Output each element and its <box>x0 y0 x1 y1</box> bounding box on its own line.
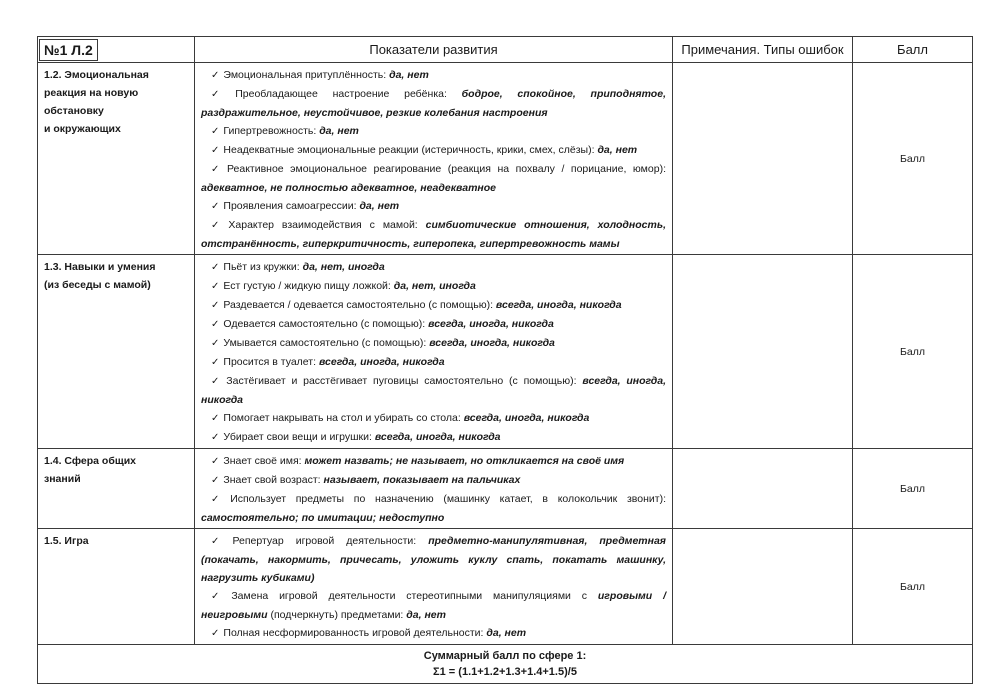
indicator-options: да, нет <box>597 144 638 156</box>
indicator-item <box>201 428 666 447</box>
indicator-options: всегда, иногда, никогда <box>428 318 554 330</box>
notes-cell[interactable] <box>673 255 853 449</box>
indicator-text: (подчеркнуть) предметами: <box>267 609 407 621</box>
indicator-item <box>201 372 666 409</box>
checkmark-icon: ✓ <box>211 89 232 100</box>
notes-header: Примечания. Типы ошибок <box>673 37 853 63</box>
table-header-row <box>38 37 973 63</box>
indicator-item <box>201 532 666 587</box>
indicator-text: Одевается самостоятельно (с помощью): <box>223 318 429 330</box>
indicator-options: всегда, иногда, никогда <box>495 299 622 311</box>
indicators-cell <box>195 63 673 255</box>
indicator-item <box>201 334 666 353</box>
indicator-item <box>201 216 666 253</box>
section-row <box>38 529 973 645</box>
checkmark-icon: ✓ <box>211 376 223 387</box>
summary-title: Суммарный балл по сфере 1: <box>423 650 587 662</box>
indicator-options: всегда, иногда, никогда <box>374 431 501 443</box>
assessment-sheet <box>37 36 972 684</box>
indicator-text: Преобладающее настроение ребёнка: <box>235 88 462 100</box>
indicators-cell <box>195 449 673 529</box>
checkmark-icon: ✓ <box>211 456 220 467</box>
indicator-options: адекватное, не полностью адекватное, неадекватное <box>201 182 496 194</box>
indicator-item <box>201 409 666 428</box>
indicator-item <box>201 122 666 141</box>
indicator-text: Реактивное эмоциональное реагирование (реакция на похвалу / порицание, юмор): <box>226 163 666 175</box>
checkmark-icon: ✓ <box>211 262 220 273</box>
indicator-options: да, нет <box>389 69 429 81</box>
indicator-text: Замена игровой деятельности стереотипными манипуляциями с <box>231 590 598 602</box>
score-cell[interactable]: Балл <box>853 449 973 529</box>
indicator-item <box>201 490 666 527</box>
checkmark-icon: ✓ <box>211 164 223 175</box>
section-row <box>38 449 973 529</box>
checkmark-icon: ✓ <box>211 338 220 349</box>
indicator-options: всегда, иногда, никогда <box>318 356 445 368</box>
section-row <box>38 63 973 255</box>
checkmark-icon: ✓ <box>211 126 220 137</box>
indicator-text: Раздевается / одевается самостоятельно (с помощью): <box>223 299 496 311</box>
summary-formula: Σ1 = (1.1+1.2+1.3+1.4+1.5)/5 <box>433 666 577 678</box>
checkmark-icon: ✓ <box>211 145 220 156</box>
indicator-options: всегда, иногда, никогда <box>201 375 666 406</box>
indicator-options: да, нет <box>359 200 400 212</box>
indicator-item <box>201 471 666 490</box>
checkmark-icon: ✓ <box>211 591 228 602</box>
checkmark-icon: ✓ <box>211 432 220 443</box>
indicator-options: бодрое, спокойное, приподнятое, раздражительное, неустойчивое, резкие колебания настроения <box>201 88 666 119</box>
indicator-text: Проявления самоагрессии: <box>223 200 360 212</box>
summary-cell <box>38 645 973 684</box>
checkmark-icon: ✓ <box>211 413 220 424</box>
indicator-text: Ест густую / жидкую пищу ложкой: <box>223 280 394 292</box>
indicator-options: да, нет, иногда <box>393 280 476 292</box>
checkmark-icon: ✓ <box>211 628 220 639</box>
indicator-text: Застёгивает и расстёгивает пуговицы самостоятельно (с помощью): <box>226 375 583 387</box>
indicator-options: предметно-манипулятивная, предметная (покачать, накормить, причесать, уложить куклу спать, покатать машинку, нагрузить кубиками) <box>201 535 666 584</box>
assessment-table <box>37 36 973 684</box>
notes-cell[interactable] <box>673 449 853 529</box>
indicator-item <box>201 160 666 197</box>
summary-row <box>38 645 973 684</box>
indicator-item <box>201 277 666 296</box>
indicator-text: Полная несформированность игровой деятельности: <box>223 627 487 639</box>
indicator-item <box>201 296 666 315</box>
indicator-text: Помогает накрывать на стол и убирать со стола: <box>223 412 464 424</box>
sheet-code-cell <box>38 37 195 63</box>
indicator-item <box>201 353 666 372</box>
section-title: 1.4. Сфера общих знаний <box>38 449 195 529</box>
indicator-item <box>201 315 666 334</box>
indicator-text: Неадекватные эмоциональные реакции (истеричность, крики, смех, слёзы): <box>223 144 598 156</box>
score-cell[interactable]: Балл <box>853 529 973 645</box>
indicator-item <box>201 624 666 643</box>
indicator-item <box>201 258 666 277</box>
table-body <box>38 63 973 645</box>
checkmark-icon: ✓ <box>211 536 229 547</box>
checkmark-icon: ✓ <box>211 281 220 292</box>
indicator-item <box>201 141 666 160</box>
indicator-text: Эмоциональная притуплённость: <box>223 69 390 81</box>
indicator-text: Убирает свои вещи и игрушки: <box>223 431 375 443</box>
checkmark-icon: ✓ <box>211 70 220 81</box>
indicator-item <box>201 85 666 122</box>
section-row <box>38 255 973 449</box>
indicator-item <box>201 452 666 471</box>
indicator-options: называет, показывает на пальчиках <box>323 474 521 486</box>
indicator-options: симбиотические отношения, холодность, отстранённость, гиперкритичность, гиперопека, гипертревожность мамы <box>201 219 666 250</box>
indicator-text: Знает свой возраст: <box>223 474 324 486</box>
indicators-cell <box>195 255 673 449</box>
score-cell[interactable]: Балл <box>853 63 973 255</box>
indicator-text: Использует предметы по назначению (машинку катает, в колокольчик звонит): <box>230 493 666 505</box>
section-title: 1.3. Навыки и умения (из беседы с мамой) <box>38 255 195 449</box>
indicator-item <box>201 587 666 624</box>
indicator-text: Гипертревожность: <box>223 125 320 137</box>
indicator-text: Характер взаимодействия с мамой: <box>228 219 426 231</box>
indicator-options: да, нет, иногда <box>302 261 385 273</box>
indicator-options: да, нет <box>319 125 359 137</box>
score-header: Балл <box>853 37 973 63</box>
indicator-text: Просится в туалет: <box>223 356 319 368</box>
indicator-item <box>201 197 666 216</box>
indicator-options: всегда, иногда, никогда <box>429 337 555 349</box>
indicator-text: Умывается самостоятельно (с помощью): <box>223 337 430 349</box>
indicator-item <box>201 66 666 85</box>
indicator-text: Репертуар игровой деятельности: <box>232 535 429 547</box>
checkmark-icon: ✓ <box>211 319 220 330</box>
checkmark-icon: ✓ <box>211 201 220 212</box>
section-title: 1.2. Эмоциональная реакция на новую обстановку и окружающих <box>38 63 195 255</box>
indicators-cell <box>195 529 673 645</box>
indicators-header: Показатели развития <box>195 37 673 63</box>
checkmark-icon: ✓ <box>211 475 220 486</box>
indicator-options: да, нет <box>486 627 527 639</box>
score-cell[interactable]: Балл <box>853 255 973 449</box>
section-title: 1.5. Игра <box>38 529 195 645</box>
checkmark-icon: ✓ <box>211 220 225 231</box>
indicator-options: может назвать; не называет, но откликается на своё имя <box>304 455 625 467</box>
checkmark-icon: ✓ <box>211 494 227 505</box>
indicator-options: да, нет <box>406 609 446 621</box>
checkmark-icon: ✓ <box>211 300 220 311</box>
indicator-options: игровыми / неигровыми <box>201 590 666 621</box>
indicator-options: самостоятельно; по имитации; недоступно <box>201 512 445 524</box>
checkmark-icon: ✓ <box>211 357 220 368</box>
indicator-options: всегда, иногда, никогда <box>463 412 590 424</box>
indicator-text: Знает своё имя: <box>223 455 305 467</box>
sheet-code: №1 Л.2 <box>39 39 98 61</box>
indicator-text: Пьёт из кружки: <box>223 261 303 273</box>
notes-cell[interactable] <box>673 529 853 645</box>
notes-cell[interactable] <box>673 63 853 255</box>
